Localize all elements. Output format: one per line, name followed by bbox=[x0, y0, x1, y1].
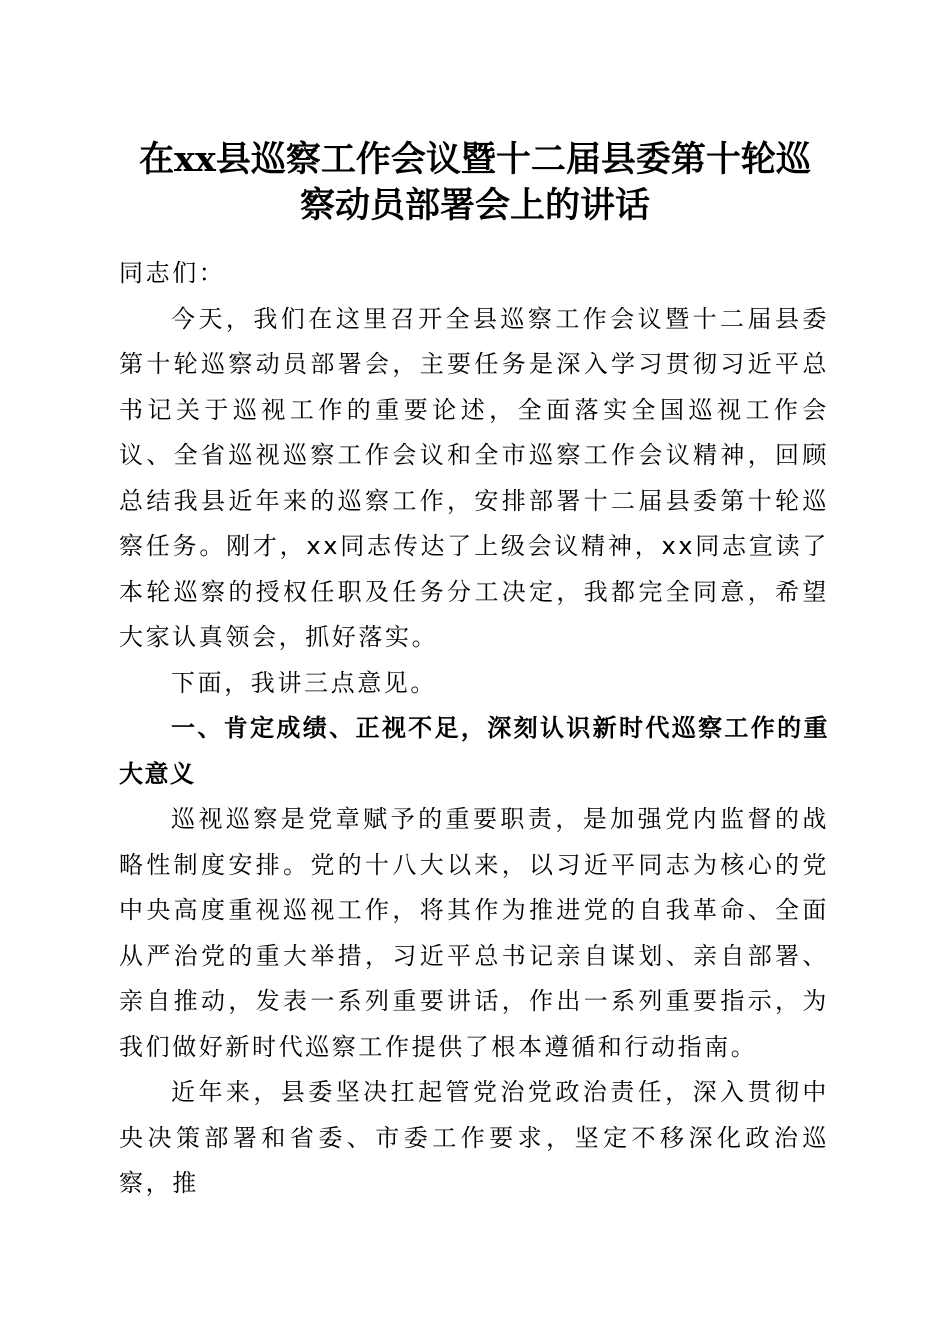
document-title bbox=[110, 137, 840, 229]
section-heading: 一、肯定成绩、正视不足，深刻认识新时代巡察工作的重大意义 bbox=[119, 714, 829, 788]
paragraph-opening: 今天，我们在这里召开全县巡察工作会议暨十二届县委第十轮巡察动员部署会，主要任务是深入学习贯彻习近平总书记关于巡视工作的重要论述，全面落实全国巡视工作会议、全省巡视巡察工作会议和全市巡察工作会议精神，回顾总结我县近年来的巡察工作，安排部署十二届县委第十轮巡察任务。刚才，xx同志传达了上级会议精神，xx同志宣读了本轮巡察的授权任职及任务分工决定，我都完全同意，希望大家认真领会，抓好落实。 bbox=[119, 304, 829, 651]
paragraph-section-1: 巡视巡察是党章赋予的重要职责，是加强党内监督的战略性制度安排。党的十八大以来，以习近平同志为核心的党中央高度重视巡视工作，将其作为推进党的自我革命、全面从严治党的重大举措，习近平总书记亲自谋划、亲自部署、亲自推动，发表一系列重要讲话，作出一系列重要指示，为我们做好新时代巡察工作提供了根本遵循和行动指南。 bbox=[119, 805, 829, 1061]
paragraph-section-2: 近年来，县委坚决扛起管党治党政治责任，深入贯彻中央决策部署和省委、市委工作要求，坚定不移深化政治巡察，推 bbox=[119, 1078, 829, 1197]
salutation: 同志们： bbox=[119, 259, 226, 287]
document-body bbox=[119, 251, 829, 1207]
title-line-2: 察动员部署会上的讲话 bbox=[299, 185, 650, 226]
paragraph-outline: 下面，我讲三点意见。 bbox=[171, 668, 437, 697]
title-line-1: 在xx县巡察工作会议暨十二届县委第十轮巡 bbox=[139, 139, 811, 180]
